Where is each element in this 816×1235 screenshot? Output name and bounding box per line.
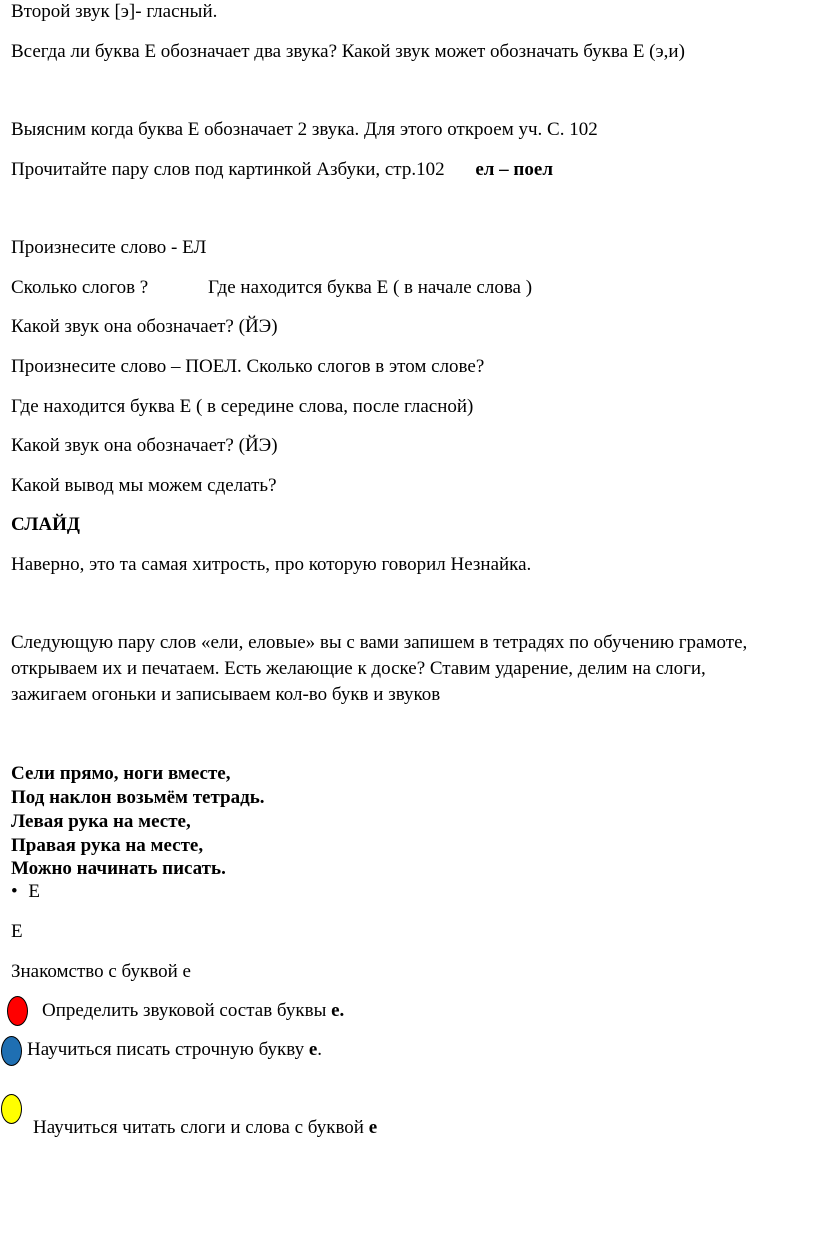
text-line (11, 276, 533, 300)
goal-letter: е (368, 1117, 378, 1138)
poem-line: Левая рука на месте, (11, 811, 191, 832)
yellow-circle-icon (1, 1094, 22, 1124)
paragraph-line: открываем их и печатаем. Есть желающие к доске? Ставим ударение, делим на слоги, (11, 658, 706, 679)
text-line: Второй звук [э]- гласный. (11, 1, 218, 22)
goal-letter: е (308, 1039, 318, 1060)
paragraph-line: зажигаем огоньки и записываем кол-во букв и звуков (11, 684, 441, 705)
text-line: Какой вывод мы можем сделать? (11, 475, 277, 496)
bullet-icon: • (11, 881, 18, 902)
text-line: Всегда ли буква Е обозначает два звука? Какой звук может обозначать буква Е (э,и) (11, 41, 685, 62)
goal-tail: . (317, 1039, 323, 1060)
poem-line: Правая рука на месте, (11, 835, 204, 856)
text-line: Наверно, это та самая хитрость, про которую говорил Незнайка. (11, 554, 532, 575)
goal-item (33, 1116, 377, 1140)
text-span: Прочитайте пару слов под картинкой Азбуки, стр.102 (11, 159, 445, 180)
text-line: Выясним когда буква Е обозначает 2 звука. Для этого откроем уч. С. 102 (11, 119, 598, 140)
text-line: Какой звук она обозначает? (ЙЭ) (11, 435, 278, 456)
goal-text: Научиться читать слоги и слова с буквой (33, 1117, 369, 1138)
text-line (11, 158, 553, 182)
letter-line: Е (11, 921, 23, 942)
text-span: Где находится буква Е ( в начале слова ) (208, 277, 533, 298)
text-line: Где находится буква Е ( в середине слова, после гласной) (11, 396, 474, 417)
blue-circle-icon (1, 1036, 22, 1066)
paragraph-line: Следующую пару слов «ели, еловые» вы с вами запишем в тетрадях по обучению грамоте, (11, 632, 748, 653)
goal-item (27, 1038, 322, 1062)
goal-text: Научиться писать строчную букву (27, 1039, 309, 1060)
bullet-item (11, 880, 40, 904)
poem-line: Можно начинать писать. (11, 858, 226, 879)
text-line: Произнесите слово - ЕЛ (11, 237, 207, 258)
red-circle-icon (7, 996, 28, 1026)
poem-line: Под наклон возьмём тетрадь. (11, 787, 265, 808)
goal-item (42, 999, 344, 1023)
bullet-text: Е (28, 881, 41, 902)
intro-line: Знакомство с буквой е (11, 961, 191, 982)
bold-words: ел – поел (475, 159, 553, 180)
goal-letter: е. (331, 1000, 345, 1021)
poem-line: Сели прямо, ноги вместе, (11, 763, 231, 784)
text-line: Произнесите слово – ПОЕЛ. Сколько слогов в этом слове? (11, 356, 485, 377)
text-span: Сколько слогов ? (11, 277, 149, 298)
goal-text: Определить звуковой состав буквы (42, 1000, 332, 1021)
slide-heading: СЛАЙД (11, 514, 80, 535)
text-line: Какой звук она обозначает? (ЙЭ) (11, 316, 278, 337)
